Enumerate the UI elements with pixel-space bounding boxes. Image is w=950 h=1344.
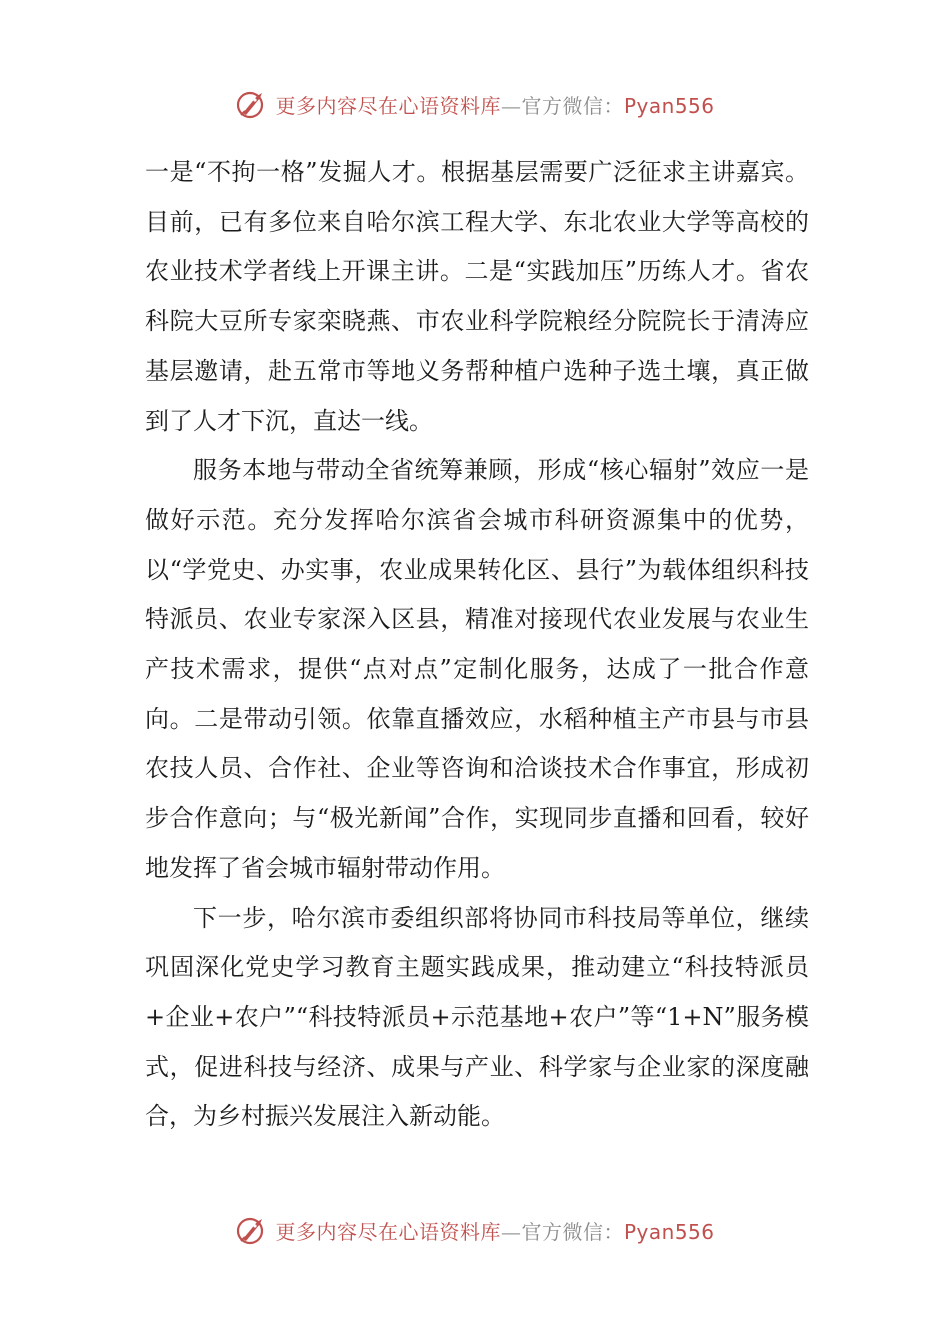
pen-nib-circle-icon	[235, 87, 269, 121]
watermark-main: 更多内容尽在心语资料库	[275, 1219, 501, 1244]
watermark-text	[275, 1216, 714, 1245]
paragraph-2: 服务本地与带动全省统筹兼顾，形成“核心辐射”效应一是做好示范。充分发挥哈尔滨省会城市科研资源集中的优势，以“学党史、办实事，农业成果转化区、县行”为载体组织科技特派员、农业专家深入区县，精准对接现代农业发展与农业生产技术需求，提供“点对点”定制化服务，达成了一批合作意向。二是带动引领。依靠直播效应，水稻种植主产市县与市县农技人员、合作社、企业等咨询和洽谈技术合作事宜，形成初步合作意向；与“极光新闻”合作，实现同步直播和回看，较好地发挥了省会城市辐射带动作用。	[145, 456, 809, 882]
header-watermark	[0, 84, 950, 124]
paragraph-1: 一是“不拘一格”发掘人才。根据基层需要广泛征求主讲嘉宾。目前，已有多位来自哈尔滨工程大学、东北农业大学等高校的农业技术学者线上开课主讲。二是“实践加压”历练人才。省农科院大豆所专家栾晓燕、市农业科学院粮经分院院长于清涛应基层邀请，赴五常市等地义务帮种植户选种子选土壤，真正做到了人才下沉，直达一线。	[145, 158, 809, 435]
watermark-dash: —	[500, 1219, 522, 1244]
watermark-wechat-label: 官方微信：	[521, 93, 624, 118]
paragraph-3: 下一步，哈尔滨市委组织部将协同市科技局等单位，继续巩固深化党史学习教育主题实践成果，推动建立“科技特派员+企业+农户”“科技特派员+示范基地+农户”等“1+N”服务模式，促进科技与经济、成果与产业、科学家与企业家的深度融合，为乡村振兴发展注入新动能。	[145, 903, 809, 1131]
watermark-text	[275, 90, 714, 119]
document-body	[145, 148, 809, 1142]
pen-nib-circle-icon	[235, 1213, 269, 1247]
watermark-wechat-label: 官方微信：	[521, 1219, 624, 1244]
watermark-wechat-id: Pyan556	[623, 1219, 715, 1244]
watermark-dash: —	[500, 93, 522, 118]
footer-watermark	[0, 1210, 950, 1250]
watermark-wechat-id: Pyan556	[623, 93, 715, 118]
watermark-main: 更多内容尽在心语资料库	[275, 93, 501, 118]
